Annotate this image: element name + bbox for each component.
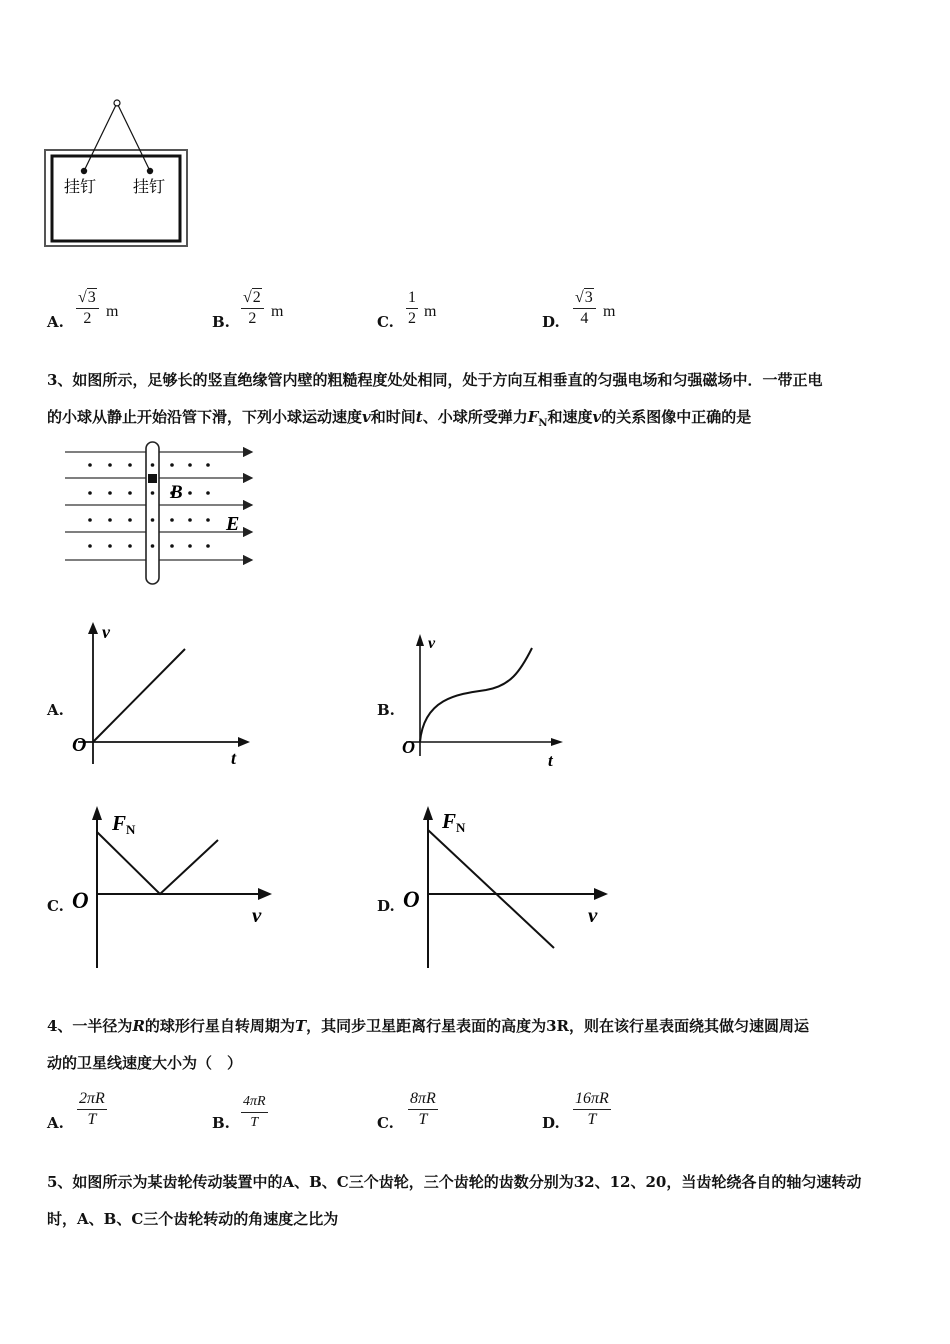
field-dot [206, 544, 210, 548]
field-dot [128, 544, 132, 548]
string-left [84, 105, 116, 171]
q2-option-a-value: $\frac{√3}{2}$ [76, 288, 99, 329]
q4-option-c-letter[interactable]: C. [377, 1114, 394, 1132]
q3-option-a-letter[interactable]: A. [47, 701, 64, 719]
q4-option-d-letter[interactable]: D. [542, 1114, 560, 1132]
q2-option-c-value: $\frac{1}{2}$ [408, 289, 416, 327]
frame-outer [45, 150, 187, 246]
q4-option-b-letter[interactable]: B. [212, 1114, 230, 1132]
string-right [118, 105, 150, 171]
field-dot [128, 491, 132, 495]
q4-question-text [47, 1008, 907, 1082]
graph-c-x-label: v [252, 903, 262, 927]
field-dot [108, 463, 112, 467]
graph-d-y-label: FN [442, 809, 466, 835]
graph-b-x-label: t [548, 751, 553, 770]
q2-option-b-letter[interactable]: B. [212, 313, 230, 331]
field-dot [188, 518, 192, 522]
graph-a-origin: O [72, 734, 87, 756]
q2-option-c-letter[interactable]: C. [377, 313, 394, 331]
q3-option-b-letter[interactable]: B. [377, 701, 395, 719]
q4-option-c-value: $\frac{8\pi R}{T}$ [410, 1090, 436, 1128]
q4-option-a-value: $\frac{2\pi R}{T}$ [79, 1090, 105, 1128]
field-e-label: E [226, 513, 240, 535]
hook-point [114, 100, 120, 106]
field-dot [128, 518, 132, 522]
charged-ball [148, 474, 157, 483]
nail-label-left: 挂钉 [64, 177, 97, 196]
q4-line2: 动的卫星线速度大小为（ ） [47, 1054, 243, 1072]
graph-a-curve [93, 649, 185, 742]
q2-option-d-unit: m [603, 303, 616, 320]
field-dot [88, 463, 92, 467]
graph-d-x-label: v [588, 903, 598, 927]
q3-line2: 的小球从静止开始沿管下滑，下列小球运动速度v和时间t、小球所受弹力$F_N$和速度v的关系图像中正确的是 [47, 408, 752, 429]
field-dot [128, 463, 132, 467]
frame-inner [52, 156, 180, 241]
graph-c [68, 800, 278, 972]
graph-c-origin: O [72, 888, 89, 913]
graph-a-x-label: t [231, 748, 237, 768]
graph-b-origin: O [402, 737, 415, 757]
field-dot [108, 491, 112, 495]
graph-d-origin: O [403, 887, 420, 912]
q2-option-b-value: $\frac{√2}{2}$ [241, 288, 264, 329]
q4-option-a-letter[interactable]: A. [47, 1114, 64, 1132]
field-dot [108, 544, 112, 548]
picture-frame-figure [40, 95, 195, 255]
field-dot [170, 518, 174, 522]
graph-a [68, 618, 258, 773]
q2-option-a-letter[interactable]: A. [47, 313, 64, 331]
field-dot [188, 463, 192, 467]
field-dot [170, 463, 174, 467]
q3-question-text [47, 362, 907, 442]
field-dot [88, 544, 92, 548]
q4-option-d-value: $\frac{16\pi R}{T}$ [575, 1090, 609, 1128]
graph-c-y-label: FN [112, 811, 136, 837]
q2-option-c-unit: m [424, 303, 437, 320]
q5-question-text [47, 1164, 907, 1238]
graph-b-curve [420, 648, 532, 742]
q4-line1: 4、一半径为R的球形行星自转周期为T，其同步卫星距离行星表面的高度为3R，则在该行星表面绕其做匀速圆周运 [47, 1017, 810, 1035]
field-dot [188, 491, 192, 495]
field-dot [170, 544, 174, 548]
nail-left [81, 168, 87, 174]
field-dot [88, 518, 92, 522]
field-dot [206, 491, 210, 495]
field-dot [108, 518, 112, 522]
q5-line1: 5、如图所示为某齿轮传动装置中的A、B、C三个齿轮，三个齿轮的齿数分别为32、12、20，当齿轮绕各自的轴匀速转动 [47, 1173, 862, 1191]
q3-option-d-letter[interactable]: D. [377, 897, 395, 915]
field-dot [206, 518, 210, 522]
field-b-label: B [170, 482, 183, 503]
q4-option-b-value: $\frac{4\pi R}{T}$ [243, 1094, 266, 1130]
graph-a-y-label: v [102, 622, 110, 642]
graph-c-curve [97, 832, 218, 894]
nail-label-right: 挂钉 [133, 177, 166, 196]
q2-option-b-unit: m [271, 303, 284, 320]
field-dot [188, 544, 192, 548]
q2-option-a-unit: m [106, 303, 119, 320]
graph-d [398, 800, 613, 972]
field-dot [88, 491, 92, 495]
field-tube-figure [60, 438, 260, 593]
q3-option-c-letter[interactable]: C. [47, 897, 64, 915]
graph-b-y-label: v [428, 635, 436, 652]
q2-option-d-letter[interactable]: D. [542, 313, 560, 331]
graph-d-curve [428, 830, 554, 948]
q2-option-d-value: $\frac{√3}{4}$ [573, 288, 596, 329]
nail-right [147, 168, 153, 174]
q3-line1: 3、如图所示，足够长的竖直绝缘管内壁的粗糙程度处处相同，处于方向互相垂直的匀强电场和匀强磁场中．一带正电 [47, 371, 823, 389]
graph-b [398, 628, 573, 773]
q5-line2: 时，A、B、C三个齿轮转动的角速度之比为 [47, 1210, 339, 1228]
field-dot [206, 463, 210, 467]
